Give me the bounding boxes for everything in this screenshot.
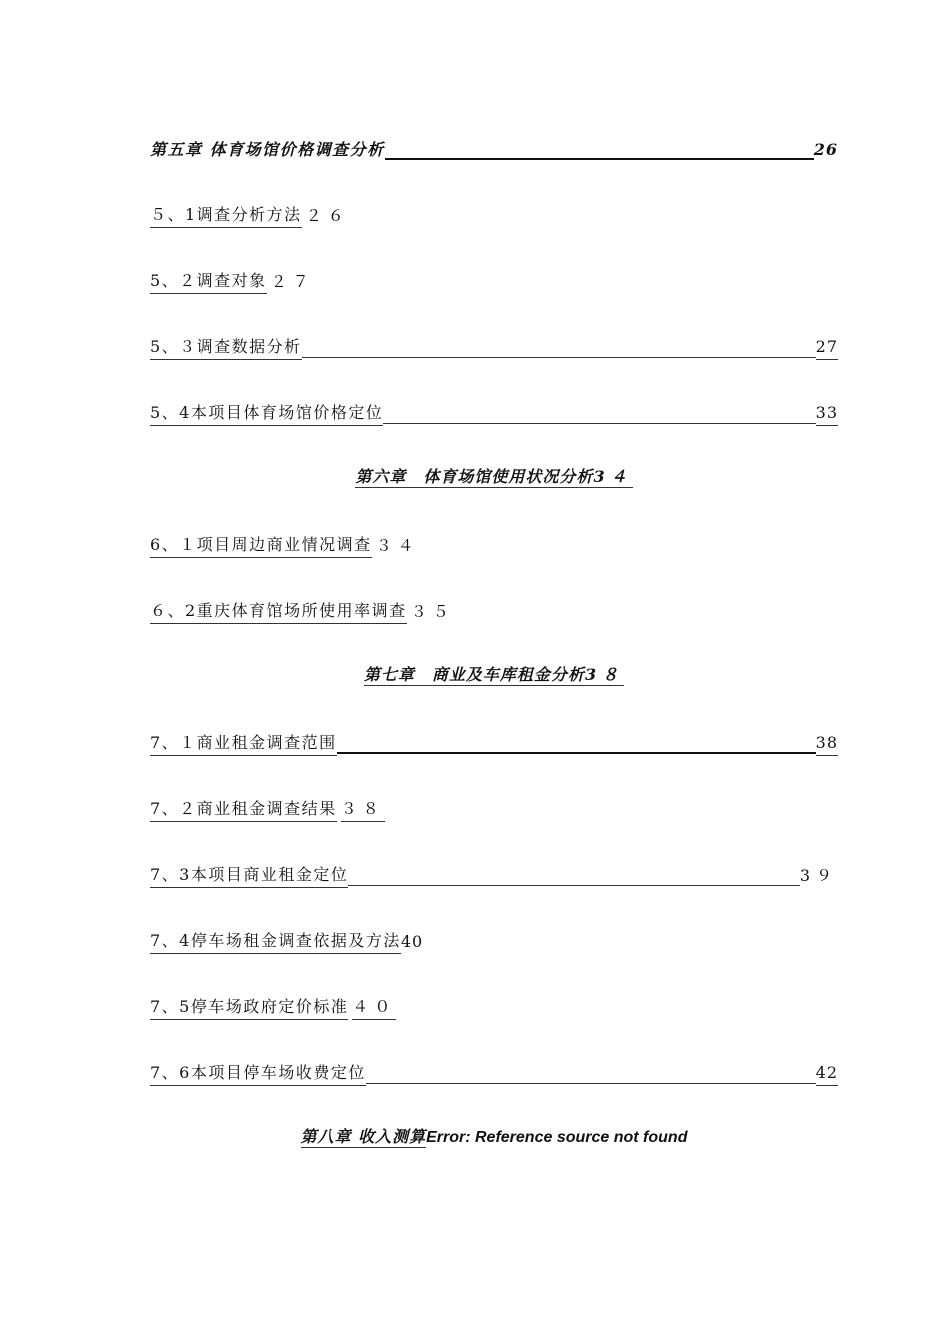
toc-page-number: Error: Reference source not found [426,1129,688,1146]
toc-page-number: 33 [816,402,838,426]
toc-page-number: 42 [816,1062,838,1086]
toc-label: 6、１项目周边商业情况调查 [150,534,372,558]
toc-page-number: 3９ [799,866,838,885]
toc-page-number: ２６ [305,206,350,225]
toc-entry-7-4[interactable] [150,928,838,954]
toc-label: 第七章 商业及车库租金分析 [363,665,585,684]
toc-page-number: 3８ [584,665,625,684]
toc-page-number: 38 [816,732,838,756]
toc-label: ６、2重庆体育馆场所使用率调查 [150,600,407,624]
toc-entry-7-1[interactable] [150,730,838,756]
toc-page-number: ２７ [270,272,315,291]
toc-entry-7-3[interactable] [150,862,838,888]
toc-label: 第六章 体育场馆使用状况分析 [355,467,594,486]
toc-leader [337,751,816,754]
toc-label: 7、２商业租金调查结果 [150,798,337,822]
toc-entry-7-5[interactable] [150,994,838,1020]
toc-label: ５、1调查分析方法 [150,204,302,228]
toc-label: 5、２调查对象 [150,270,267,294]
toc-page-number: ３４ [375,536,420,555]
toc-entry-chapter-7[interactable] [150,664,838,690]
toc-leader [366,1082,816,1084]
toc-leader [383,422,815,424]
toc-label: 7、5停车场政府定价标准 [150,996,348,1020]
toc-page-number: ３５ [410,602,455,621]
toc-label: 5、4本项目体育场馆价格定位 [150,402,383,426]
toc-label: 7、3本项目商业租金定位 [150,864,348,888]
toc-leader [302,356,816,358]
toc-entry-5-3[interactable] [150,334,838,360]
toc-leader [348,884,799,886]
toc-entry-7-6[interactable] [150,1060,838,1086]
toc-page-number: 40 [400,932,424,951]
toc-entry-6-2[interactable] [150,598,838,624]
toc-entry-chapter-8[interactable] [150,1126,838,1152]
toc-page-number: ４０ [352,996,396,1020]
toc-leader [385,157,814,160]
toc-label: 7、6本项目停车场收费定位 [150,1062,366,1086]
toc-entry-chapter-5[interactable] [150,136,838,162]
toc-entry-5-4[interactable] [150,400,838,426]
toc-label: 5、３调查数据分析 [150,336,302,360]
toc-page-number: 3４ [593,467,633,486]
toc-page-number: 26 [813,140,838,159]
toc-label: 第五章 体育场馆价格调查分析 [150,140,385,159]
toc-label: 7、１商业租金调查范围 [150,732,337,756]
toc-entry-5-1[interactable] [150,202,838,228]
toc-entry-5-2[interactable] [150,268,838,294]
toc-page-number: 27 [816,336,838,360]
toc-label: 7、4停车场租金调查依据及方法 [150,930,401,954]
toc-entry-chapter-6[interactable] [150,466,838,492]
toc-page-number: ３８ [341,798,385,822]
toc-entry-6-1[interactable] [150,532,838,558]
toc-entry-7-2[interactable] [150,796,838,822]
toc-label: 第八章 收入测算 [300,1127,427,1146]
